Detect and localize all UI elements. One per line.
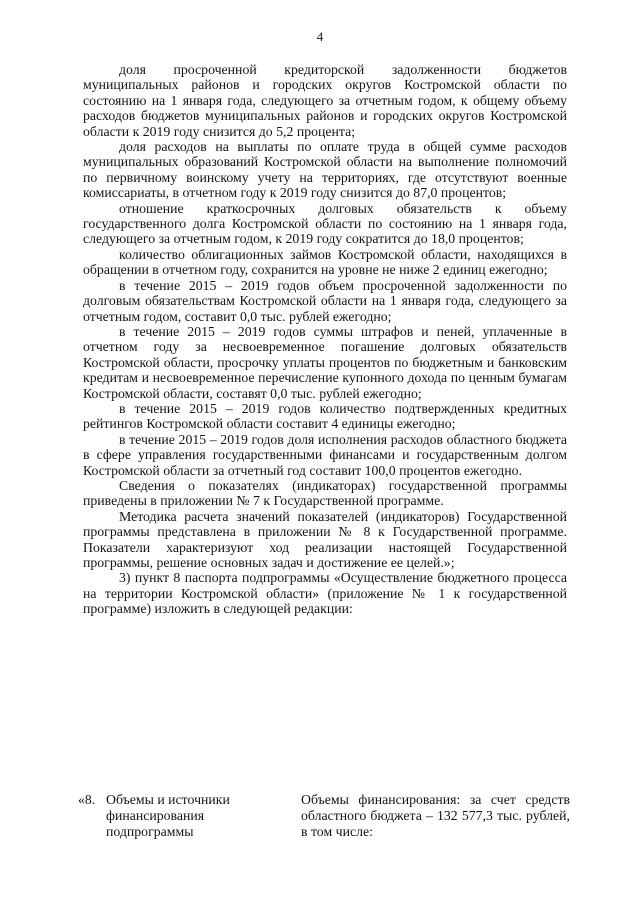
document-body xyxy=(83,62,567,617)
paragraph-short-term-debt: отношение краткосрочных долговых обязательств к объему государственного долга Костромской области по состоянию на 1 января года, следующего за отчетным годом, к 2019 году сократится до 18,0 процентов; xyxy=(83,200,567,247)
paragraph-overdue-payables: доля просроченной кредиторской задолженности бюджетов муниципальных районов и городских округов Костромской области по состоянию на 1 января года, следующего за отчетным годом, к общему объему расходов бюджетов муниципальных районов и городских округов Костромской области к 2019 году снизится до 5,2 процента; xyxy=(83,62,567,139)
paragraph-indicators-info: Сведения о показателях (индикаторах) государственной программы приведены в приложении № 7 к Государственной программе. xyxy=(83,477,567,509)
paragraph-bond-loans: количество облигационных займов Костромской области, находящихся в обращении в отчетном году, сохранится на уровне не ниже 2 единиц ежегодно; xyxy=(83,246,567,278)
passport-label-line: подпрограммы xyxy=(106,824,194,839)
passport-row-number: «8. xyxy=(78,792,96,807)
passport-table xyxy=(78,792,570,840)
paragraph-passport-amendment: 3) пункт 8 паспорта подпрограммы «Осуществление бюджетного процесса на территории Костромской области» (приложение № 1 к государственной программе) изложить в следующей редакции: xyxy=(83,570,567,617)
passport-row-left xyxy=(78,792,293,840)
page-number: 4 xyxy=(316,29,324,44)
paragraph-methodology: Методика расчета значений показателей (индикаторов) Государственной программы представлена в приложении № 8 к Государственной программе. Показатели характеризуют ход реализации настоящей Государственной программы, решение основных задач и достижение ее целей.»; xyxy=(83,508,567,570)
passport-row-label xyxy=(106,792,293,840)
paragraph-fines-penalties: в течение 2015 – 2019 годов суммы штрафов и пеней, уплаченные в отчетном году за несвоевременное погашение долговых обязательств Костромской области, просрочку уплаты процентов по бюджетным и банковским кредитам и несвоевременное перечисление купонного дохода по ценным бумагам Костромской области, составят 0,0 тыс. рублей ежегодно; xyxy=(83,323,567,401)
paragraph-overdue-debt: в течение 2015 – 2019 годов объем просроченной задолженности по долговым обязательствам Костромской области на 1 января года, следующего за отчетным годом, составит 0,0 тыс. рублей ежегодно; xyxy=(83,277,567,324)
paragraph-military-registration: доля расходов на выплаты по оплате труда в общей сумме расходов муниципальных образований Костромской области на выполнение полномочий по первичному воинскому учету на территориях, где отсутствуют военные комиссариаты, в отчетном году к 2019 году снизится до 87,0 процентов; xyxy=(83,139,567,201)
passport-label-line: финансирования xyxy=(106,808,205,823)
passport-label-line: Объемы и источники xyxy=(106,792,230,807)
paragraph-credit-ratings: в течение 2015 – 2019 годов количество подтвержденных кредитных рейтингов Костромской области составит 4 единицы ежегодно; xyxy=(83,400,567,432)
passport-row xyxy=(78,792,570,840)
paragraph-budget-execution: в течение 2015 – 2019 годов доля исполнения расходов областного бюджета в сфере управления государственными финансами и государственным долгом Костромской области за отчетный год составит 100,0 процентов ежегодно. xyxy=(83,431,567,478)
passport-row-value: Объемы финансирования: за счет средств областного бюджета – 132 577,3 тыс. рублей, в том числе: xyxy=(301,792,570,839)
